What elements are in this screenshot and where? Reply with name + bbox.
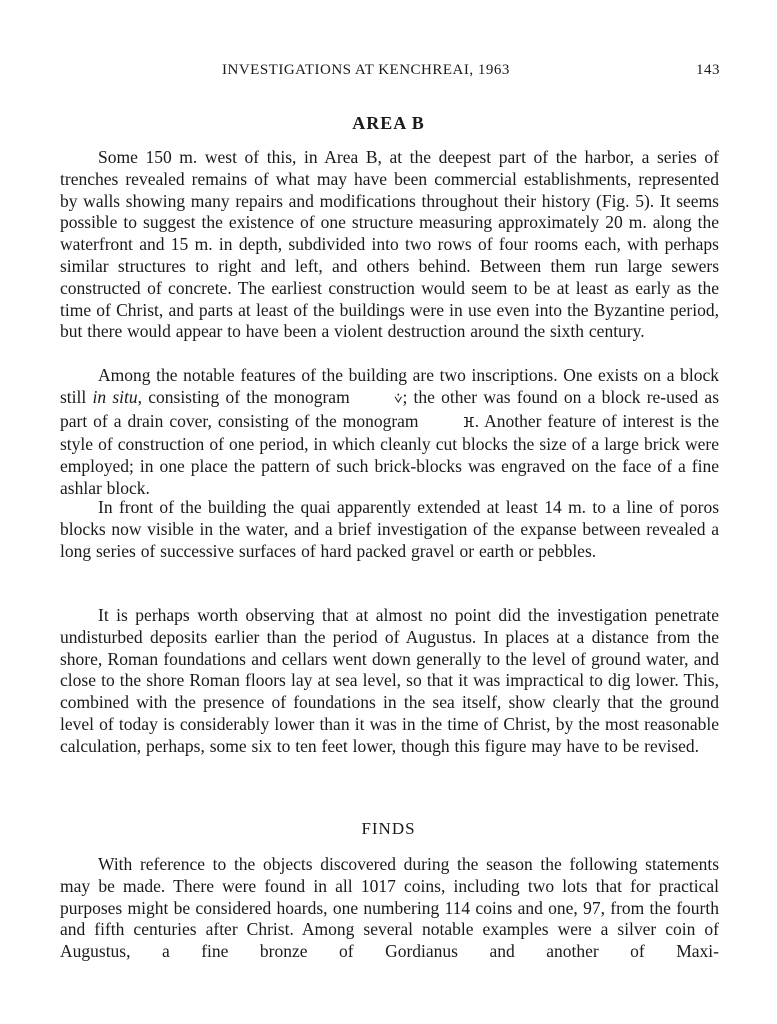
paragraph-text: Among the notable features of the building are two inscriptions. One exists on a block still xyxy=(60,365,719,407)
paragraph-area-b-2 xyxy=(60,365,719,500)
section-heading-finds: FINDS xyxy=(361,819,416,838)
paragraph-text: , consisting of the monogram xyxy=(137,386,356,407)
running-title: INVESTIGATIONS AT KENCHREAI, 1963 xyxy=(222,62,510,78)
paragraph-area-b-3: In front of the building the quai apparently extended at least 14 m. to a line of poros blocks now visible in the water, and a brief investigation of the expanse between revealed a long series of successive surfaces of hard packed gravel or earth or pebbles. xyxy=(60,497,719,561)
page-number: 143 xyxy=(696,62,720,78)
monogram-symbol: ⩒ xyxy=(393,391,403,407)
monogram-symbol: ⴼ xyxy=(462,415,475,431)
paragraph-area-b-1: Some 150 m. west of this, in Area B, at the deepest part of the harbor, a series of trenches revealed remains of what may have been commercial establishments, represented by walls showing many repairs and modifications throughout their history (Fig. 5). It seems possible to suggest the existence of one structure measuring approximately 20 m. along the waterfront and 15 m. in depth, subdivided into two rows of four rooms each, with perhaps similar structures to right and left, and others behind. Between them run large sewers constructed of concrete. The earliest construction would seem to be at least as early as the time of Christ, and parts at least of the buildings were in use even into the Byzantine period, but there would appear to have been a violent destruction around the sixth century. xyxy=(60,147,719,342)
section-heading-area-b: AREA B xyxy=(352,113,425,133)
paragraph-finds-1: With reference to the objects discovered during the season the following statements may be made. There were found in all 1017 coins, including two lots that for practical purposes might be considered hoards, one numbering 114 coins and one, 97, from the fourth and fifth centuries after Christ. Among several notable examples were a silver coin of Augustus, a fine bronze of Gordianus and another of Maxi- xyxy=(60,854,719,962)
paragraph-area-b-4: It is perhaps worth observing that at almost no point did the investigation penetrate undisturbed deposits earlier than the period of Augustus. In places at a distance from the shore, Roman foundations and cellars went down generally to the level of ground water, and close to the shore Roman floors lay at sea level, so that it was impractical to dig lower. This, combined with the presence of foundations in the sea itself, show clearly that the ground level of today is considerably lower than it was in the time of Christ, by the most reasonable calculation, perhaps, some six to ten feet lower, though this figure may have to be revised. xyxy=(60,605,719,756)
italic-term: in situ xyxy=(92,386,138,407)
paragraph-text: ; the other was found on a block re-used as part of a drain cover, consisting of the monogram xyxy=(60,386,720,431)
paragraph-text: . Another feature of interest is the style of construction of one period, in which cleanly cut blocks the size of a large brick were employed; in one place the pattern of such brick-blocks was engraved on the face of a fine ashlar block. xyxy=(60,410,720,498)
